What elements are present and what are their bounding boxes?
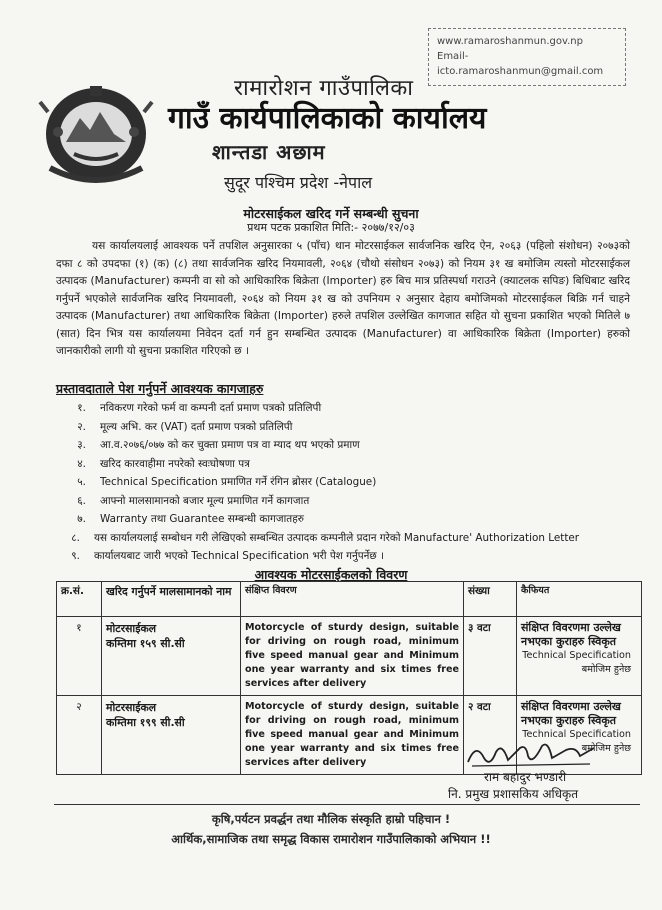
office-place: शान्तडा अछाम [212, 140, 326, 164]
signatory-name: राम बहादुर भण्डारी [484, 770, 567, 784]
row-item: मोटरसाईकल कम्तिमा १९९ सी.सी [102, 696, 241, 775]
requirements-heading: प्रस्तावदाताले पेश गर्नुपर्ने आवश्यक कागजाहरु [56, 381, 264, 396]
header-qty: संख्या [464, 582, 517, 617]
list-item: ९. कार्यालयबाट जारी भएको Technical Specification भरी पेश गर्नुपर्नेछ । [71, 550, 384, 562]
list-item: २. मूल्य अभि. कर (VAT) दर्ता प्रमाण पत्रको प्रतिलिपी [77, 420, 293, 433]
signatory-title: नि. प्रमुख प्रशासकिय अधिकृत [448, 787, 579, 801]
footer-divider [54, 804, 640, 805]
requirements-list [56, 399, 646, 566]
email-text[interactable]: icto.ramaroshanmun@gmail.com [437, 66, 604, 77]
notice-date: प्रथम पटक प्रकाशित मिति:- २०७७/१२/०३ [247, 221, 415, 234]
list-item: ५. Technical Specification प्रमाणित गर्ने रंगिन ब्रोसर (Catalogue) [77, 476, 377, 488]
government-emblem-icon [30, 72, 162, 190]
footer-slogan-2: आर्थिक,सामाजिक तथा समृद्ध विकास रामारोशन गाउँपालिकाको अभियान !! [171, 832, 491, 846]
municipality-name: रामारोशन गाउँपालिका [234, 76, 414, 101]
row-desc: Motorcycle of sturdy design, suitable for driving on rough road, minimum five speed manual gear and Minimum one year warranty and six times free services after delivery [241, 617, 464, 696]
contact-box [428, 28, 626, 86]
row-sn: १ [57, 617, 102, 696]
list-item: ३. आ.व.२०७६/०७७ को कर चुक्ता प्रमाण पत्र वा म्याद थप भएको प्रमाण [77, 439, 360, 451]
list-item: ४. खरिद कारवाहीमा नपरेको स्वःघोषणा पत्र [77, 457, 250, 470]
email-label: Email- [437, 51, 469, 62]
row-qty: ३ वटा [464, 617, 517, 696]
row-remarks: संक्षिप्त विवरणमा उल्लेख नभएका कुराहरु स्विकृत Technical Specification बमोजिम हुनेछ [517, 696, 642, 775]
list-item: ८. यस कार्यालयलाई सम्बोधन गरी लेखिएको सम्बन्धित उत्पादक कम्पनीले प्रदान गरेको Manufacture' Authorization Letter [71, 531, 580, 544]
row-remarks: संक्षिप्त विवरणमा उल्लेख नभएका कुराहरु स्विकृत Technical Specification बमोजिम हुनेछ [517, 617, 642, 696]
footer-slogan-1: कृषि,पर्यटन प्रवर्द्धन तथा मौलिक संस्कृति हाम्रो पहिचान ! [211, 812, 451, 826]
table-title: आवश्यक मोटरसाईकलको विवरण [254, 567, 408, 582]
row-qty: २ वटा [464, 696, 517, 775]
list-item: ७. Warranty तथा Guarantee सम्बन्धी कागजातहरु [77, 513, 304, 525]
list-item: ६. आफ्नो मालसामानको बजार मूल्य प्रमाणित गर्ने कागजात [77, 494, 310, 507]
header-sn: क्र.सं. [57, 582, 102, 617]
table-header-row [57, 582, 642, 617]
header-remarks: कैफियत [517, 582, 642, 617]
website-text[interactable]: www.ramaroshanmun.gov.np [437, 36, 583, 47]
header-item: खरिद गर्नुपर्ने मालसामानको नाम [102, 582, 241, 617]
notice-body: यस कार्यालयलाई आवश्यक पर्ने तपशिल अनुसारका ५ (पाँच) थान मोटरसाईकल सार्वजनिक खरिद ऐन, २०६३ (पहिलो संशोधन) २०७३को दफा ८ को उपदफा (१) (क) (८) तथा सार्वजनिक खरिद नियमावली, २०६४ (चौथो संसोधन २०७३) को नियम ३१ ख बमोजिम त्यस्तो मोटरसाईकल उत्पादक (Manufacturer) कम्पनी वा सो को आधिकारिक बिक्रेता (Importer) हरु बिच मात्र प्रतिस्पर्धा गराउने (क्याटलक सपिङ) बिधिबाट खरिद गर्नुपर्ने भएकोले सार्वजनिक खरिद नियमावली, २०६४ को नियम ३१ ख को उपनियम २ अनुसार देहाय बमोजिमको मोटरसाईकल बिक्रि गर्न चाहने उत्पादक (Manufacturer) तथा आधिकारिक बिक्रेता (Importer) हरुले तपशिल उल्लेखित कागजात सहित यो सुचना प्रकाशित भएको मितिले ७ (सात) दिन भित्र यस कार्यालयमा निवेदन दर्ता गर्न हुन सम्बन्धित उत्पादक (Manufacturer) वा आधिकारिक बिक्रेता (Importer) हरुको जानकारीको लागी यो सुचना प्रकाशित गरिएको छ । [56, 240, 630, 357]
row-sn: २ [57, 696, 102, 775]
header-desc: संक्षिप्त विवरण [241, 582, 464, 617]
table-row [57, 617, 642, 696]
list-item: १. नविकरण गरेको फर्म वा कम्पनी दर्ता प्रमाण पत्रको प्रतिलिपी [77, 402, 322, 414]
row-item: मोटरसाईकल कम्तिमा १५९ सी.सी [102, 617, 241, 696]
office-name: गाउँ कार्यपालिकाको कार्यालय [168, 101, 487, 136]
notice-title: मोटरसाईकल खरिद गर्ने सम्बन्धी सुचना [243, 206, 419, 221]
row-desc: Motorcycle of sturdy design, suitable for driving on rough road, minimum five speed manual gear and Minimum one year warranty and six times free services after delivery [241, 696, 464, 775]
office-province: सुदूर पश्चिम प्रदेश -नेपाल [224, 173, 373, 192]
